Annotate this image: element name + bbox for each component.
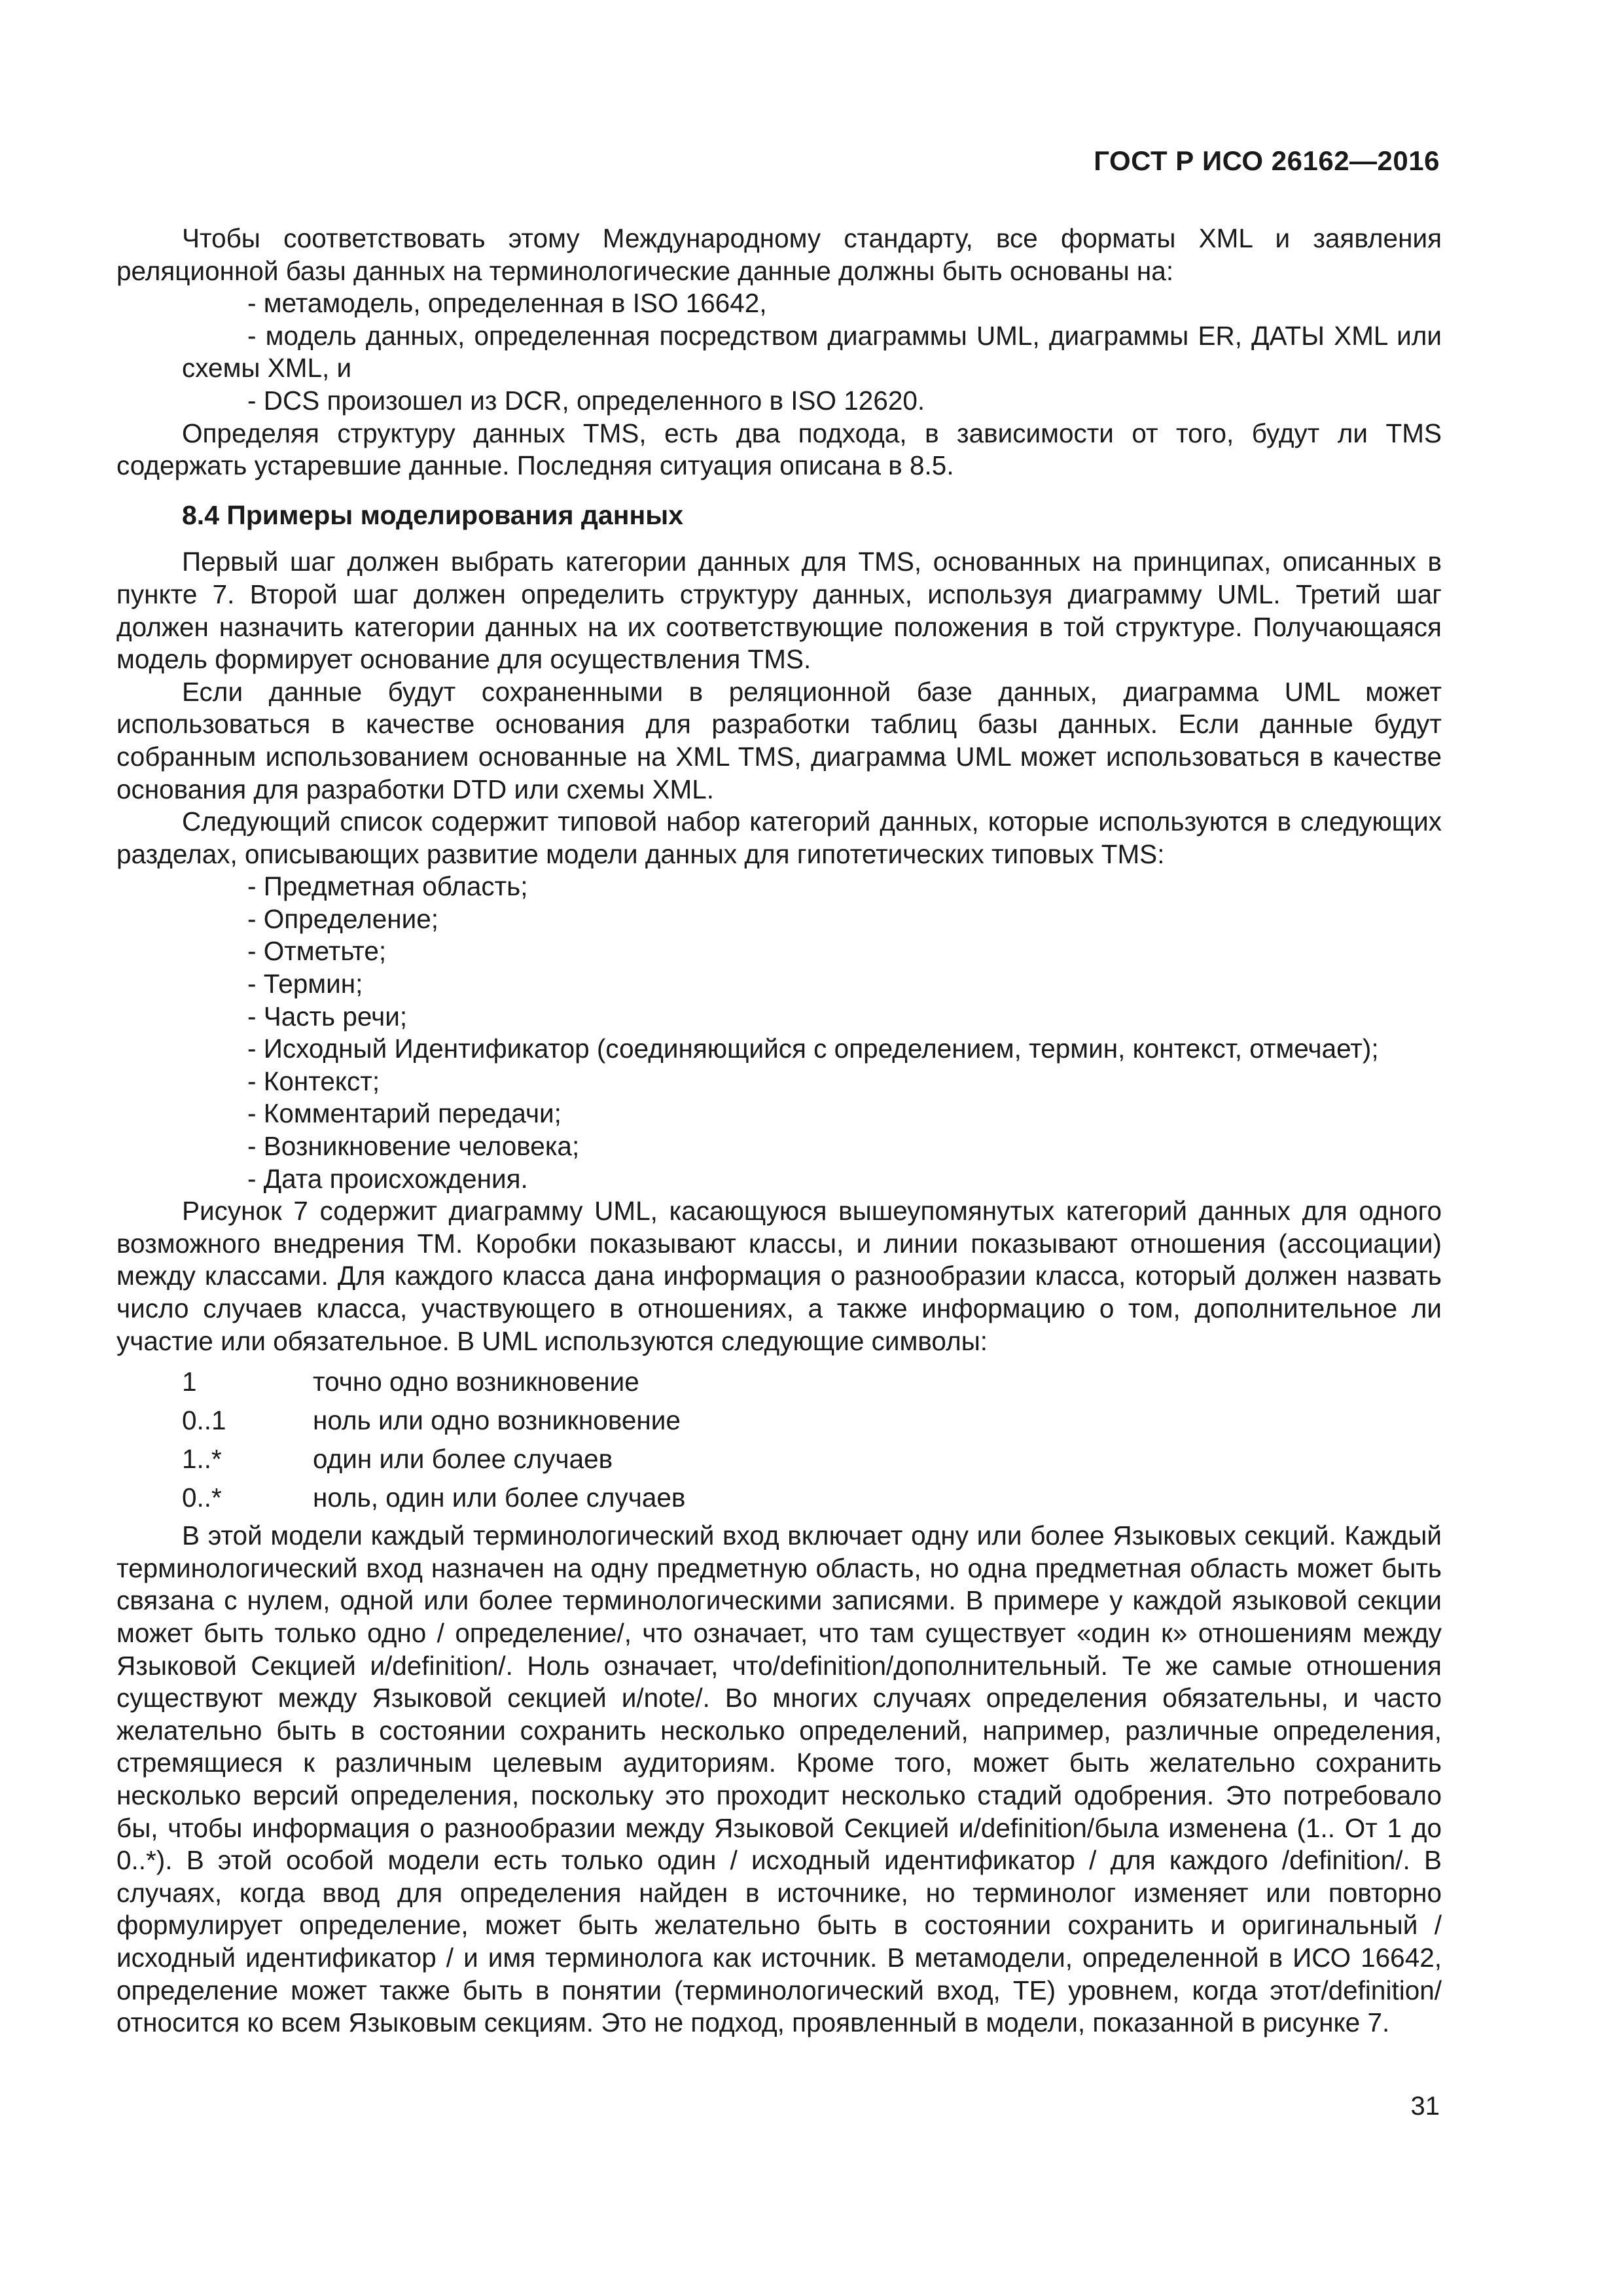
section-heading: 8.4 Примеры моделирования данных bbox=[182, 499, 684, 530]
document-body bbox=[116, 223, 1442, 2039]
body-paragraph: Рисунок 7 содержит диаграмму UML, касающуюся вышеупомянутых категорий данных для одного возможного внедрения TM. Коробки показывают классы, и линии показывают отношения (ассоциации) между классами. Для каждого класса дана информация о разнообразии класса, который должен назвать число случаев класса, участвующего в отношениях, а также информацию о том, дополнительное ли участие или обязательное. В UML используются следующие символы: bbox=[116, 1196, 1442, 1356]
symbol-key: 0..1 bbox=[182, 1405, 226, 1435]
requirement-item: - метамодель, определенная в ISO 16642, bbox=[247, 288, 767, 319]
uml-symbol-row bbox=[182, 1401, 1442, 1440]
uml-symbol-row bbox=[182, 1440, 1442, 1479]
body-paragraph: В этой модели каждый терминологический вход включает одну или более Языковых секций. Каждый терминологический вход назначен на одну предметную область, но одна предметная область может быть связана с нулем, одной или более терминологическими записями. В примере у каждой языковой секции может быть только одно / определение/, что означает, что там существует «один к» отношениям между Языковой Секцией и/definition/. Ноль означает, что/definition/дополнительный. Те же самые отношения существуют между Языковой секцией и/note/. Во многих случаях определения обязательны, и часто желательно быть в состоянии сохранить несколько определений, например, различные определения, стремящиеся к различным целевым аудиториям. Кроме того, может быть желательно сохранить несколько версий определения, поскольку это проходит несколько стадий одобрения. Это потребовало бы, чтобы информация о разнообразии между Языковой Секцией и/definition/была изменена (1.. От 1 до 0..*). В этой особой модели есть только один / исходный идентификатор / для каждого /definition/. В случаях, когда ввод для определения найден в источнике, но терминолог изменяет или повторно формулирует определение, может быть желательно быть в состоянии сохранить и оригинальный / исходный идентификатор / и имя терминолога как источник. В метамодели, определенной в ИСО 16642, определение может также быть в понятии (терминологический вход, TE) уровнем, когда этот/definition/ относится ко всем Языковым секциям. Это не подход, проявленный в модели, показанной в рисунке 7. bbox=[116, 1520, 1442, 2038]
symbol-description: ноль, один или более случаев bbox=[313, 1482, 686, 1513]
category-item: - Контекст; bbox=[247, 1066, 380, 1096]
standard-header: ГОСТ Р ИСО 26162—2016 bbox=[1094, 145, 1440, 176]
symbol-key: 0..* bbox=[182, 1482, 222, 1513]
uml-symbol-row bbox=[182, 1479, 1442, 1517]
category-item: - Термин; bbox=[247, 969, 363, 999]
symbol-description: ноль или одно возникновение bbox=[313, 1405, 681, 1435]
symbol-description: один или более случаев bbox=[313, 1443, 613, 1474]
requirement-item: - DCS произошел из DCR, определенного в ISO 12620. bbox=[247, 385, 925, 416]
intro-paragraph: Чтобы соответствовать этому Международному стандарту, все форматы XML и заявления реляционной базы данных на терминологические данные должны быть основаны на: bbox=[116, 223, 1442, 286]
body-paragraph: Первый шаг должен выбрать категории данных для TMS, основанных на принципах, описанных в пункте 7. Второй шаг должен определить структуру данных, используя диаграмму UML. Третий шаг должен назначить категории данных на их соответствующие положения в той структуре. Получающаяся модель формирует основание для осуществления TMS. bbox=[116, 547, 1442, 675]
category-item: - Определение; bbox=[247, 903, 439, 934]
body-paragraph: Следующий список содержит типовой набор категорий данных, которые используются в следующих разделах, описывающих развитие модели данных для гипотетических типовых TMS: bbox=[116, 806, 1442, 869]
body-paragraph: Если данные будут сохраненными в реляционной базе данных, диаграмма UML может использоваться в качестве основания для разработки таблиц базы данных. Если данные будут собранным использованием основанные на XML TMS, диаграмма UML может использоваться в качестве основания для разработки DTD или схемы XML. bbox=[116, 676, 1442, 804]
intro-paragraph: Определяя структуру данных TMS, есть два подхода, в зависимости от того, будут ли TMS содержать устаревшие данные. Последняя ситуация описана в 8.5. bbox=[116, 418, 1442, 481]
category-item: - Дата происхождения. bbox=[247, 1163, 528, 1194]
category-item: - Предметная область; bbox=[247, 871, 528, 902]
page-number: 31 bbox=[1410, 2092, 1440, 2121]
uml-symbol-row bbox=[182, 1363, 1442, 1401]
category-item: - Часть речи; bbox=[247, 1001, 408, 1031]
category-item: - Исходный Идентификатор (соединяющийся с определением, термин, контекст, отмечает); bbox=[247, 1033, 1379, 1064]
symbol-key: 1..* bbox=[182, 1443, 222, 1474]
uml-symbol-list bbox=[182, 1363, 1442, 1517]
symbol-description: точно одно возникновение bbox=[313, 1366, 639, 1397]
symbol-key: 1 bbox=[182, 1366, 197, 1397]
category-item: - Отметьте; bbox=[247, 936, 387, 967]
requirement-item: - модель данных, определенная посредством диаграммы UML, диаграммы ER, ДАТЫ XML или схемы XML, и bbox=[182, 320, 1442, 384]
category-item: - Возникновение человека; bbox=[247, 1131, 580, 1162]
category-item: - Комментарий передачи; bbox=[247, 1098, 562, 1129]
